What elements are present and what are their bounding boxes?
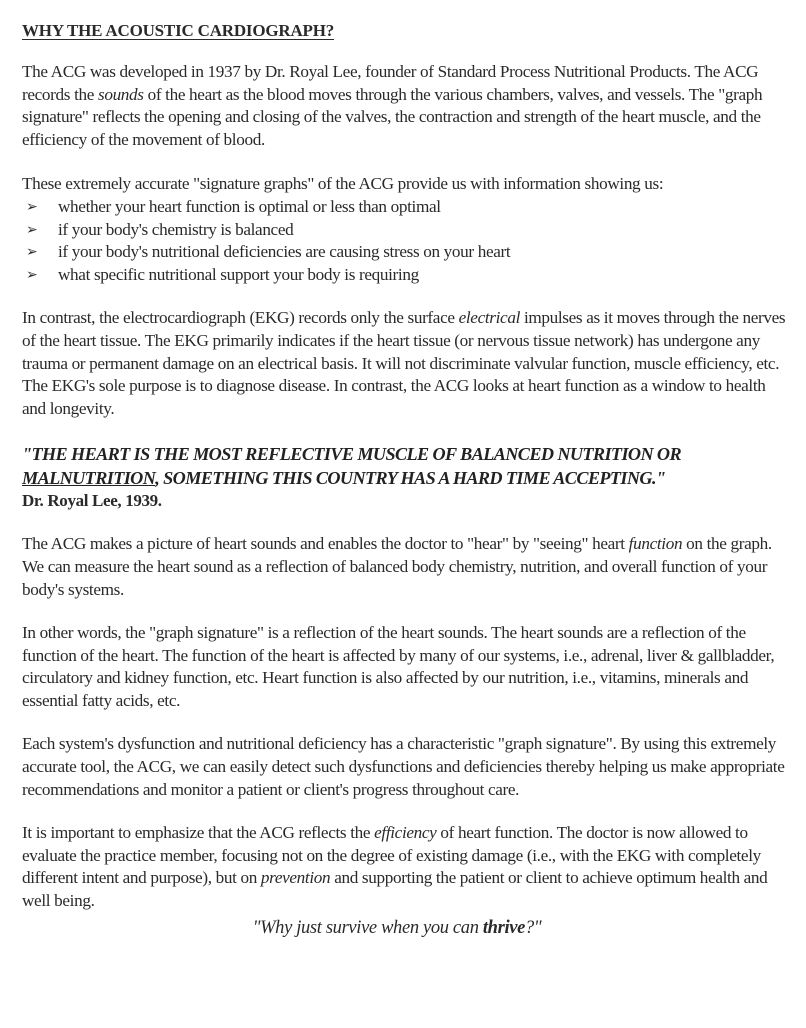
arrowhead-bullet-icon: ➢	[26, 266, 38, 283]
emphasize-text-start: It is important to emphasize that the ACG reflects the	[22, 823, 375, 843]
quote-text-start: "THE HEART IS THE MOST REFLECTIVE MUSCLE OF BALANCED NUTRITION OR	[22, 444, 681, 465]
picture-emphasis: function	[628, 534, 683, 554]
quote-block	[22, 442, 792, 512]
list-item	[22, 241, 792, 264]
ekg-paragraph	[22, 307, 792, 420]
other-words-paragraph: In other words, the "graph signature" is a reflection of the heart sounds. The heart sounds are a reflection of the function of the heart. The function of the heart is affected by many of our systems, i.e., adrenal, liver & gallbladder, circulatory and kidney function, etc. Heart function is also affected by our nutrition, i.e., vitamins, minerals and essential fatty acids, etc.	[22, 623, 775, 710]
emphasize-text-middle: of heart function. The doctor is now allowed to evaluate the practice member, focusing not on the degree of existing damage (i.e., with the EKG with completely different intent and purpose), but on	[22, 823, 761, 888]
benefits-list	[22, 196, 792, 286]
ekg-emphasis: electrical	[458, 308, 520, 328]
ekg-text-end: impulses as it moves through the nerves of the heart tissue. The EKG primarily indicates if the heart tissue (or nervous tissue network) has undergone any trauma or permanent damage on an electrical basis. It will not discriminate valvular function, muscle efficiency, etc. The EKG's sole purpose is to diagnose disease. In contrast, the ACG looks at heart function as a window to health and longevity.	[22, 308, 786, 418]
intro-emphasis: sounds	[97, 84, 144, 104]
picture-paragraph	[22, 533, 792, 601]
intro-paragraph	[22, 61, 792, 151]
emphasize-text-end: and supporting the patient or client to achieve optimum health and well being.	[22, 868, 768, 911]
list-item-text: if your body's chemistry is balanced	[58, 219, 294, 239]
dysfunction-paragraph: Each system's dysfunction and nutritional deficiency has a characteristic "graph signature". By using this extremely accurate tool, the ACG, we can easily detect such dysfunctions and deficiencies thereby helping us make appropriate recommendations and monitor a patient or client's progress throughout care.	[22, 734, 785, 799]
picture-text-start: The ACG makes a picture of heart sounds and enables the doctor to "hear" by "seeing" heart	[22, 534, 629, 554]
emphasize-paragraph	[22, 822, 792, 912]
emphasize-emphasis-efficiency: efficiency	[374, 823, 437, 843]
picture-text-end: on the graph. We can measure the heart sound as a reflection of balanced body chemistry, nutrition, and overall function of your body's systems.	[22, 534, 772, 599]
list-item-text: whether your heart function is optimal or less than optimal	[58, 196, 441, 216]
quote-attribution: Dr. Royal Lee, 1939.	[22, 491, 162, 511]
list-item-text: if your body's nutritional deficiencies are causing stress on your heart	[58, 242, 511, 262]
document-page	[22, 20, 792, 939]
list-item-text: what specific nutritional support your body is requiring	[58, 264, 419, 284]
list-item	[22, 219, 792, 242]
list-item	[22, 196, 792, 219]
royal-lee-quote	[22, 442, 792, 490]
quote-underlined-word: MALNUTRITION	[22, 468, 156, 489]
ekg-text-start: In contrast, the electrocardiograph (EKG) records only the surface	[22, 308, 459, 328]
intro-text-end: of the heart as the blood moves through the various chambers, valves, and vessels. The "graph signature" reflects the opening and closing of the valves, the contraction and strength of the heart muscle, and the efficiency of the movement of blood.	[22, 84, 763, 149]
closing-text-start: "Why just survive when you can	[252, 917, 483, 938]
quote-text-end: , SOMETHING THIS COUNTRY HAS A HARD TIME ACCEPTING."	[155, 468, 666, 489]
emphasize-emphasis-prevention: prevention	[260, 868, 331, 888]
closing-bold-word: thrive	[482, 917, 525, 938]
document-title: WHY THE ACOUSTIC CARDIOGRAPH?	[22, 21, 335, 40]
list-item	[22, 264, 792, 287]
intro-text-start: The ACG was developed in 1937 by Dr. Royal Lee, founder of Standard Process Nutritional Products. The ACG records the	[22, 62, 759, 104]
closing-text-end: ?"	[524, 917, 542, 938]
arrowhead-bullet-icon: ➢	[26, 221, 38, 238]
closing-tagline	[22, 917, 792, 940]
arrowhead-bullet-icon: ➢	[26, 244, 38, 261]
signature-intro-paragraph: These extremely accurate "signature graphs" of the ACG provide us with information showing us:	[22, 174, 664, 194]
arrowhead-bullet-icon: ➢	[26, 198, 38, 215]
